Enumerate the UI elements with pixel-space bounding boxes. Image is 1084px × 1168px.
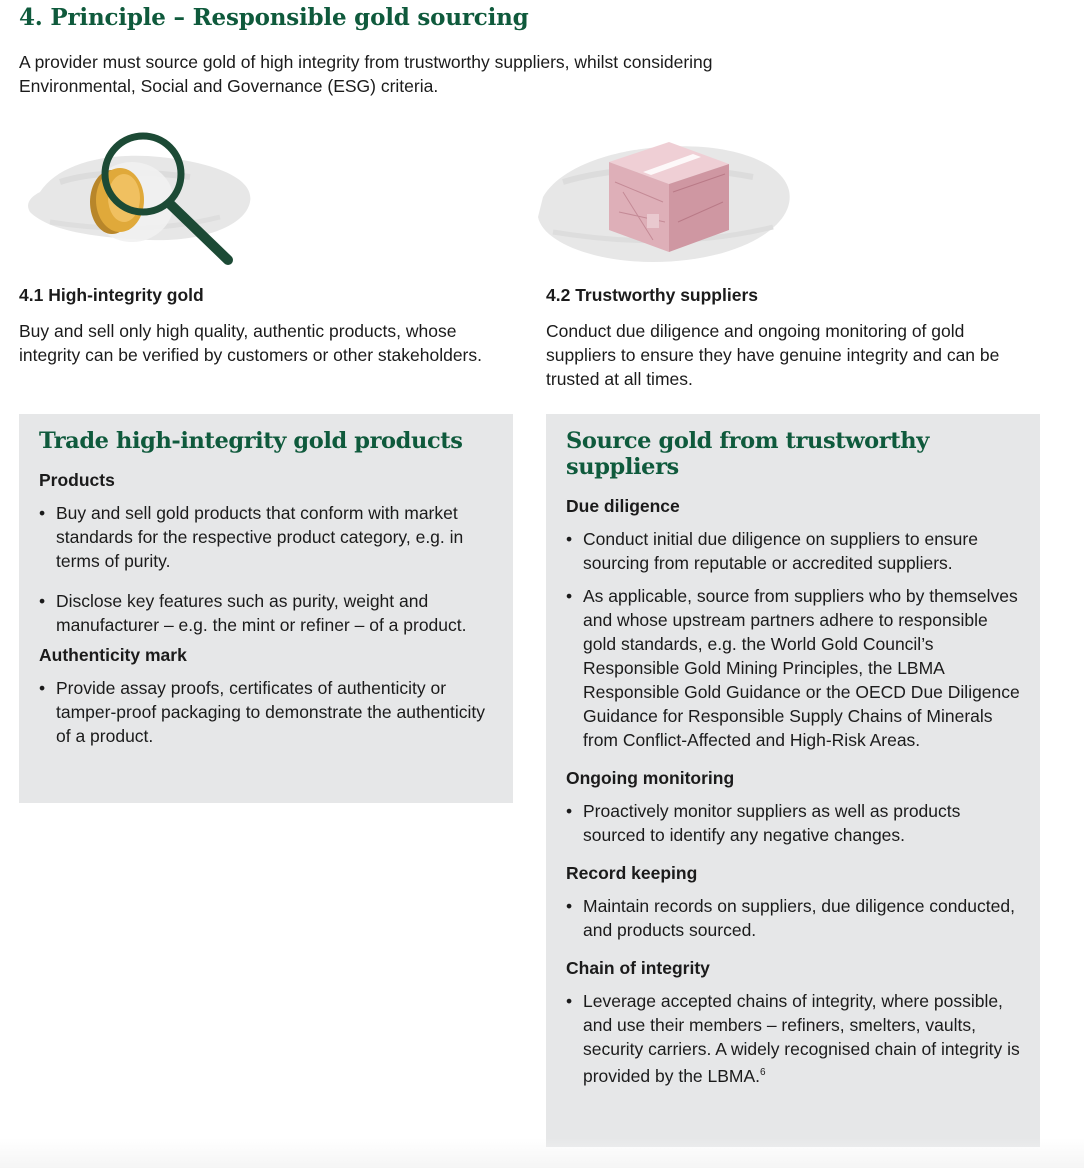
right-box-list-record-keeping xyxy=(566,894,1020,942)
bottom-fade xyxy=(0,1138,1084,1168)
right-box-heading-record-keeping: Record keeping xyxy=(566,863,698,883)
list-item: • Maintain records on suppliers, due diligence conducted, and products sourced. xyxy=(566,894,1020,942)
list-item: • Buy and sell gold products that conform with market standards for the respective product category, e.g. in terms of purity. xyxy=(39,501,493,573)
section-description-trustworthy-suppliers: Conduct due diligence and ongoing monitoring of gold suppliers to ensure they have genuine integrity and can be trusted at all times. xyxy=(546,321,1000,389)
list-item: • Provide assay proofs, certificates of authenticity or tamper-proof packaging to demonstrate the authenticity of a product. xyxy=(39,676,493,748)
section-heading-trustworthy-suppliers: 4.2 Trustworthy suppliers xyxy=(546,285,758,305)
left-box-heading-products: Products xyxy=(39,470,115,490)
magnifying-glass-coin-icon xyxy=(20,122,260,272)
right-box-heading-ongoing-monitoring: Ongoing monitoring xyxy=(566,768,735,788)
list-item: • Proactively monitor suppliers as well as products sourced to identify any negative changes. xyxy=(566,799,1020,847)
right-box-list-due-diligence xyxy=(566,527,1020,752)
list-item: • Conduct initial due diligence on suppliers to ensure sourcing from reputable or accredited suppliers. xyxy=(566,527,1020,575)
right-box-heading-chain-of-integrity: Chain of integrity xyxy=(566,958,710,978)
intro-paragraph: A provider must source gold of high integrity from trustworthy suppliers, whilst considering Environmental, Social and Governance (ESG) criteria. xyxy=(19,52,713,96)
right-info-box xyxy=(546,414,1040,1147)
left-box-title: Trade high-integrity gold products xyxy=(39,428,463,454)
list-item: • As applicable, source from suppliers who by themselves and whose upstream partners adhere to responsible gold standards, e.g. the World Gold Council’s Responsible Gold Mining Principles, the LBMA Responsible Gold Guidance or the OECD Due Diligence Guidance for Responsible Supply Chains of Minerals from Conflict-Affected and High-Risk Areas. xyxy=(566,584,1020,752)
page-title: 4. Principle – Responsible gold sourcing xyxy=(19,4,529,31)
left-box-list-products xyxy=(39,501,493,637)
section-heading-high-integrity-gold: 4.1 High-integrity gold xyxy=(19,285,204,305)
section-description-high-integrity-gold: Buy and sell only high quality, authentic products, whose integrity can be verified by customers or other stakeholders. xyxy=(19,321,482,365)
list-item xyxy=(566,989,1020,1088)
chain-bullet-text: Leverage accepted chains of integrity, where possible, and use their members – refiners, smelters, vaults, security carriers. A widely recognised chain of integrity is provided by the LBMA. xyxy=(583,991,1020,1086)
footnote-marker: 6 xyxy=(760,1067,766,1078)
left-box-list-authenticity xyxy=(39,676,493,748)
right-box-title: Source gold from trustworthy suppliers xyxy=(566,428,929,480)
left-box-heading-authenticity-mark: Authenticity mark xyxy=(39,645,187,665)
right-box-heading-due-diligence: Due diligence xyxy=(566,496,680,516)
list-item: • Disclose key features such as purity, weight and manufacturer – e.g. the mint or refiner – of a product. xyxy=(39,589,493,637)
package-box-icon xyxy=(533,122,793,277)
right-box-list-chain-of-integrity xyxy=(566,989,1020,1088)
right-box-list-monitoring xyxy=(566,799,1020,847)
left-info-box xyxy=(19,414,513,803)
